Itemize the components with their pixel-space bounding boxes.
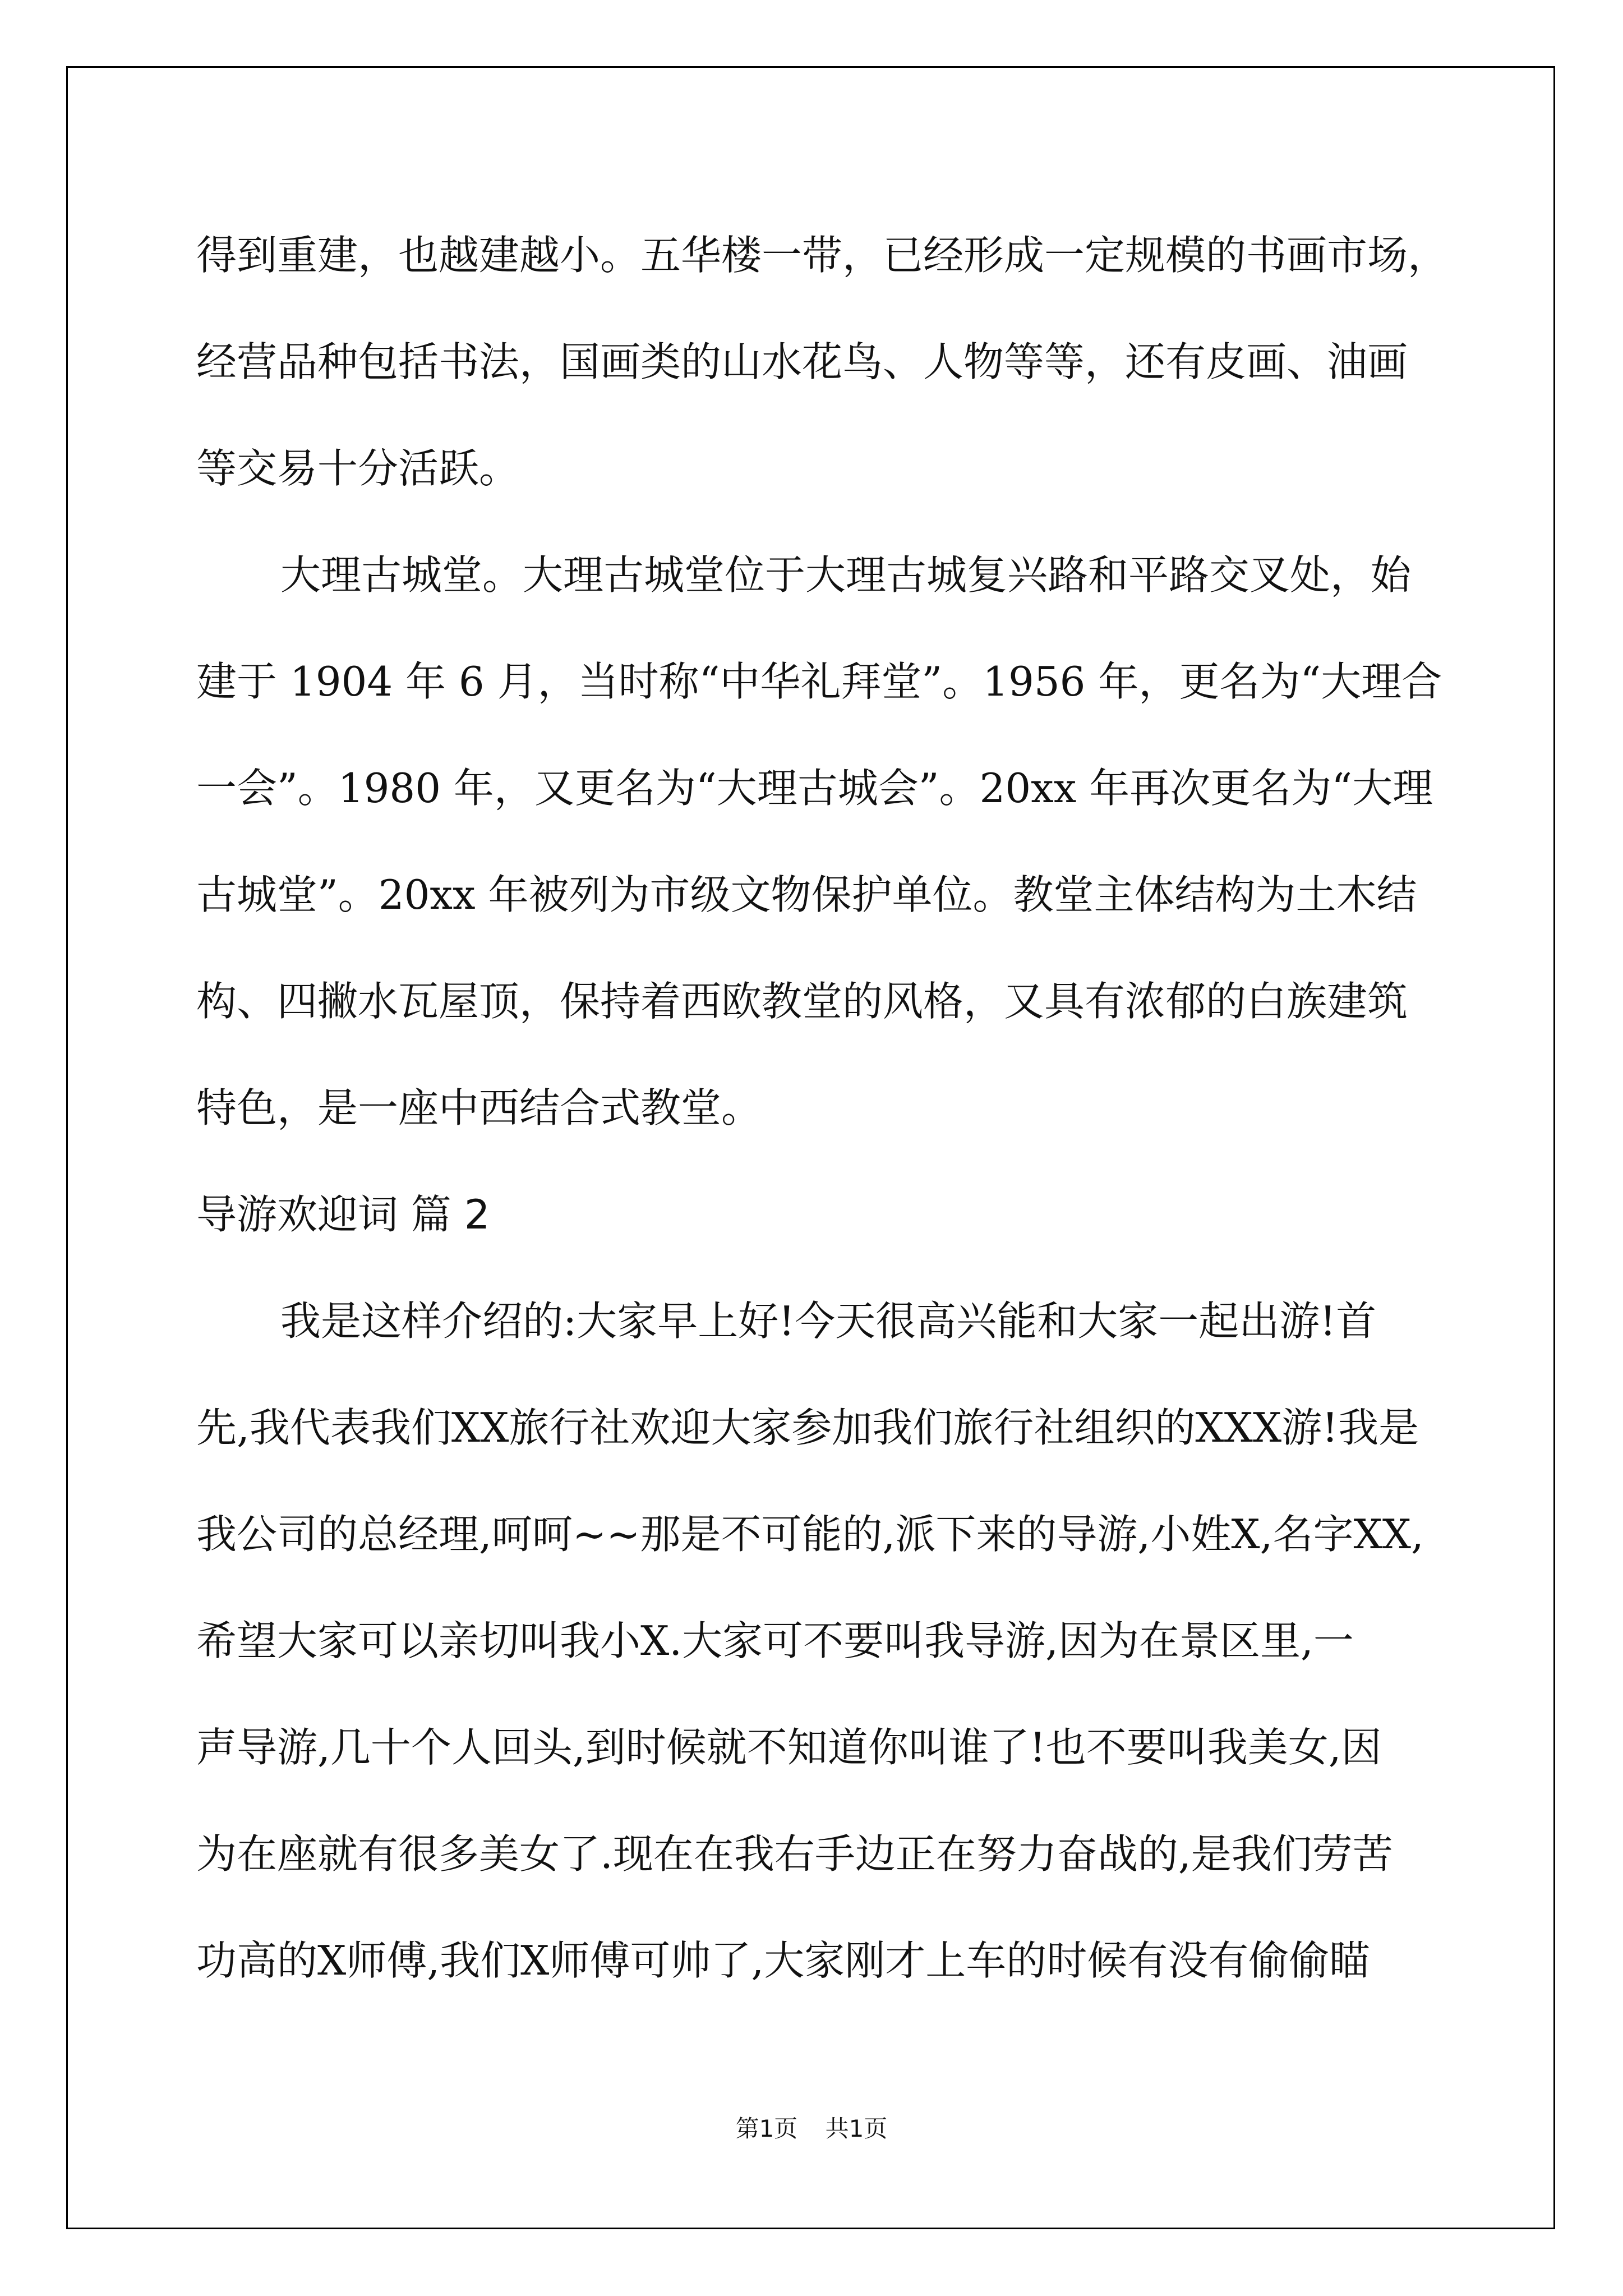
text-line: 功高的X师傅,我们X师傅可帅了,大家刚才上车的时候有没有偷偷瞄 — [196, 1937, 1370, 1984]
document-body — [196, 202, 1449, 2014]
text-line: 经营品种包括书法，国画类的山水花鸟、人物等等，还有皮画、油画 — [196, 338, 1408, 385]
page-number: 第1页 — [735, 2115, 798, 2142]
paragraph-3 — [196, 1268, 1430, 2014]
text-line: 特色，是一座中西结合式教堂。 — [196, 1084, 762, 1131]
text-line: 大理古城堂。大理古城堂位于大理古城复兴路和平路交叉处，始 — [280, 551, 1412, 599]
text-line: 建于 1904 年 6 月，当时称“中华礼拜堂”。1956 年，更名为“大理合 — [196, 658, 1442, 705]
text-line: 得到重建，也越建越小。五华楼一带，已经形成一定规模的书画市场， — [196, 232, 1449, 279]
paragraph-2 — [196, 522, 1442, 1161]
text-line: 一会”。1980 年，又更名为“大理古城会”。20xx 年再次更名为“大理 — [196, 765, 1433, 812]
text-line: 等交易十分活跃。 — [196, 445, 520, 492]
page-footer — [0, 2110, 1623, 2144]
text-line: 声导游,几十个人回头,到时候就不知道你叫谁了!也不要叫我美女,因 — [196, 1724, 1382, 1771]
text-line: 为在座就有很多美女了.现在在我右手边正在努力奋战的,是我们劳苦 — [196, 1830, 1393, 1878]
paragraph-1 — [196, 202, 1449, 522]
text-line: 我公司的总经理,呵呵~~那是不可能的,派下来的导游,小姓X,名字XX, — [196, 1511, 1424, 1558]
total-pages: 共1页 — [825, 2115, 888, 2142]
text-line: 先,我代表我们XX旅行社欢迎大家参加我们旅行社组织的XXX游!我是 — [196, 1404, 1419, 1451]
text-line: 我是这样介绍的:大家早上好!今天很高兴能和大家一起出游!首 — [280, 1297, 1377, 1345]
text-line: 古城堂”。20xx 年被列为市级文物保护单位。教堂主体结构为土木结 — [196, 871, 1417, 918]
text-line: 构、四撇水瓦屋顶，保持着西欧教堂的风格，又具有浓郁的白族建筑 — [196, 978, 1408, 1025]
text-line: 希望大家可以亲切叫我小X.大家可不要叫我导游,因为在景区里,一 — [196, 1617, 1354, 1664]
section-heading: 导游欢迎词 篇 2 — [196, 1191, 490, 1238]
